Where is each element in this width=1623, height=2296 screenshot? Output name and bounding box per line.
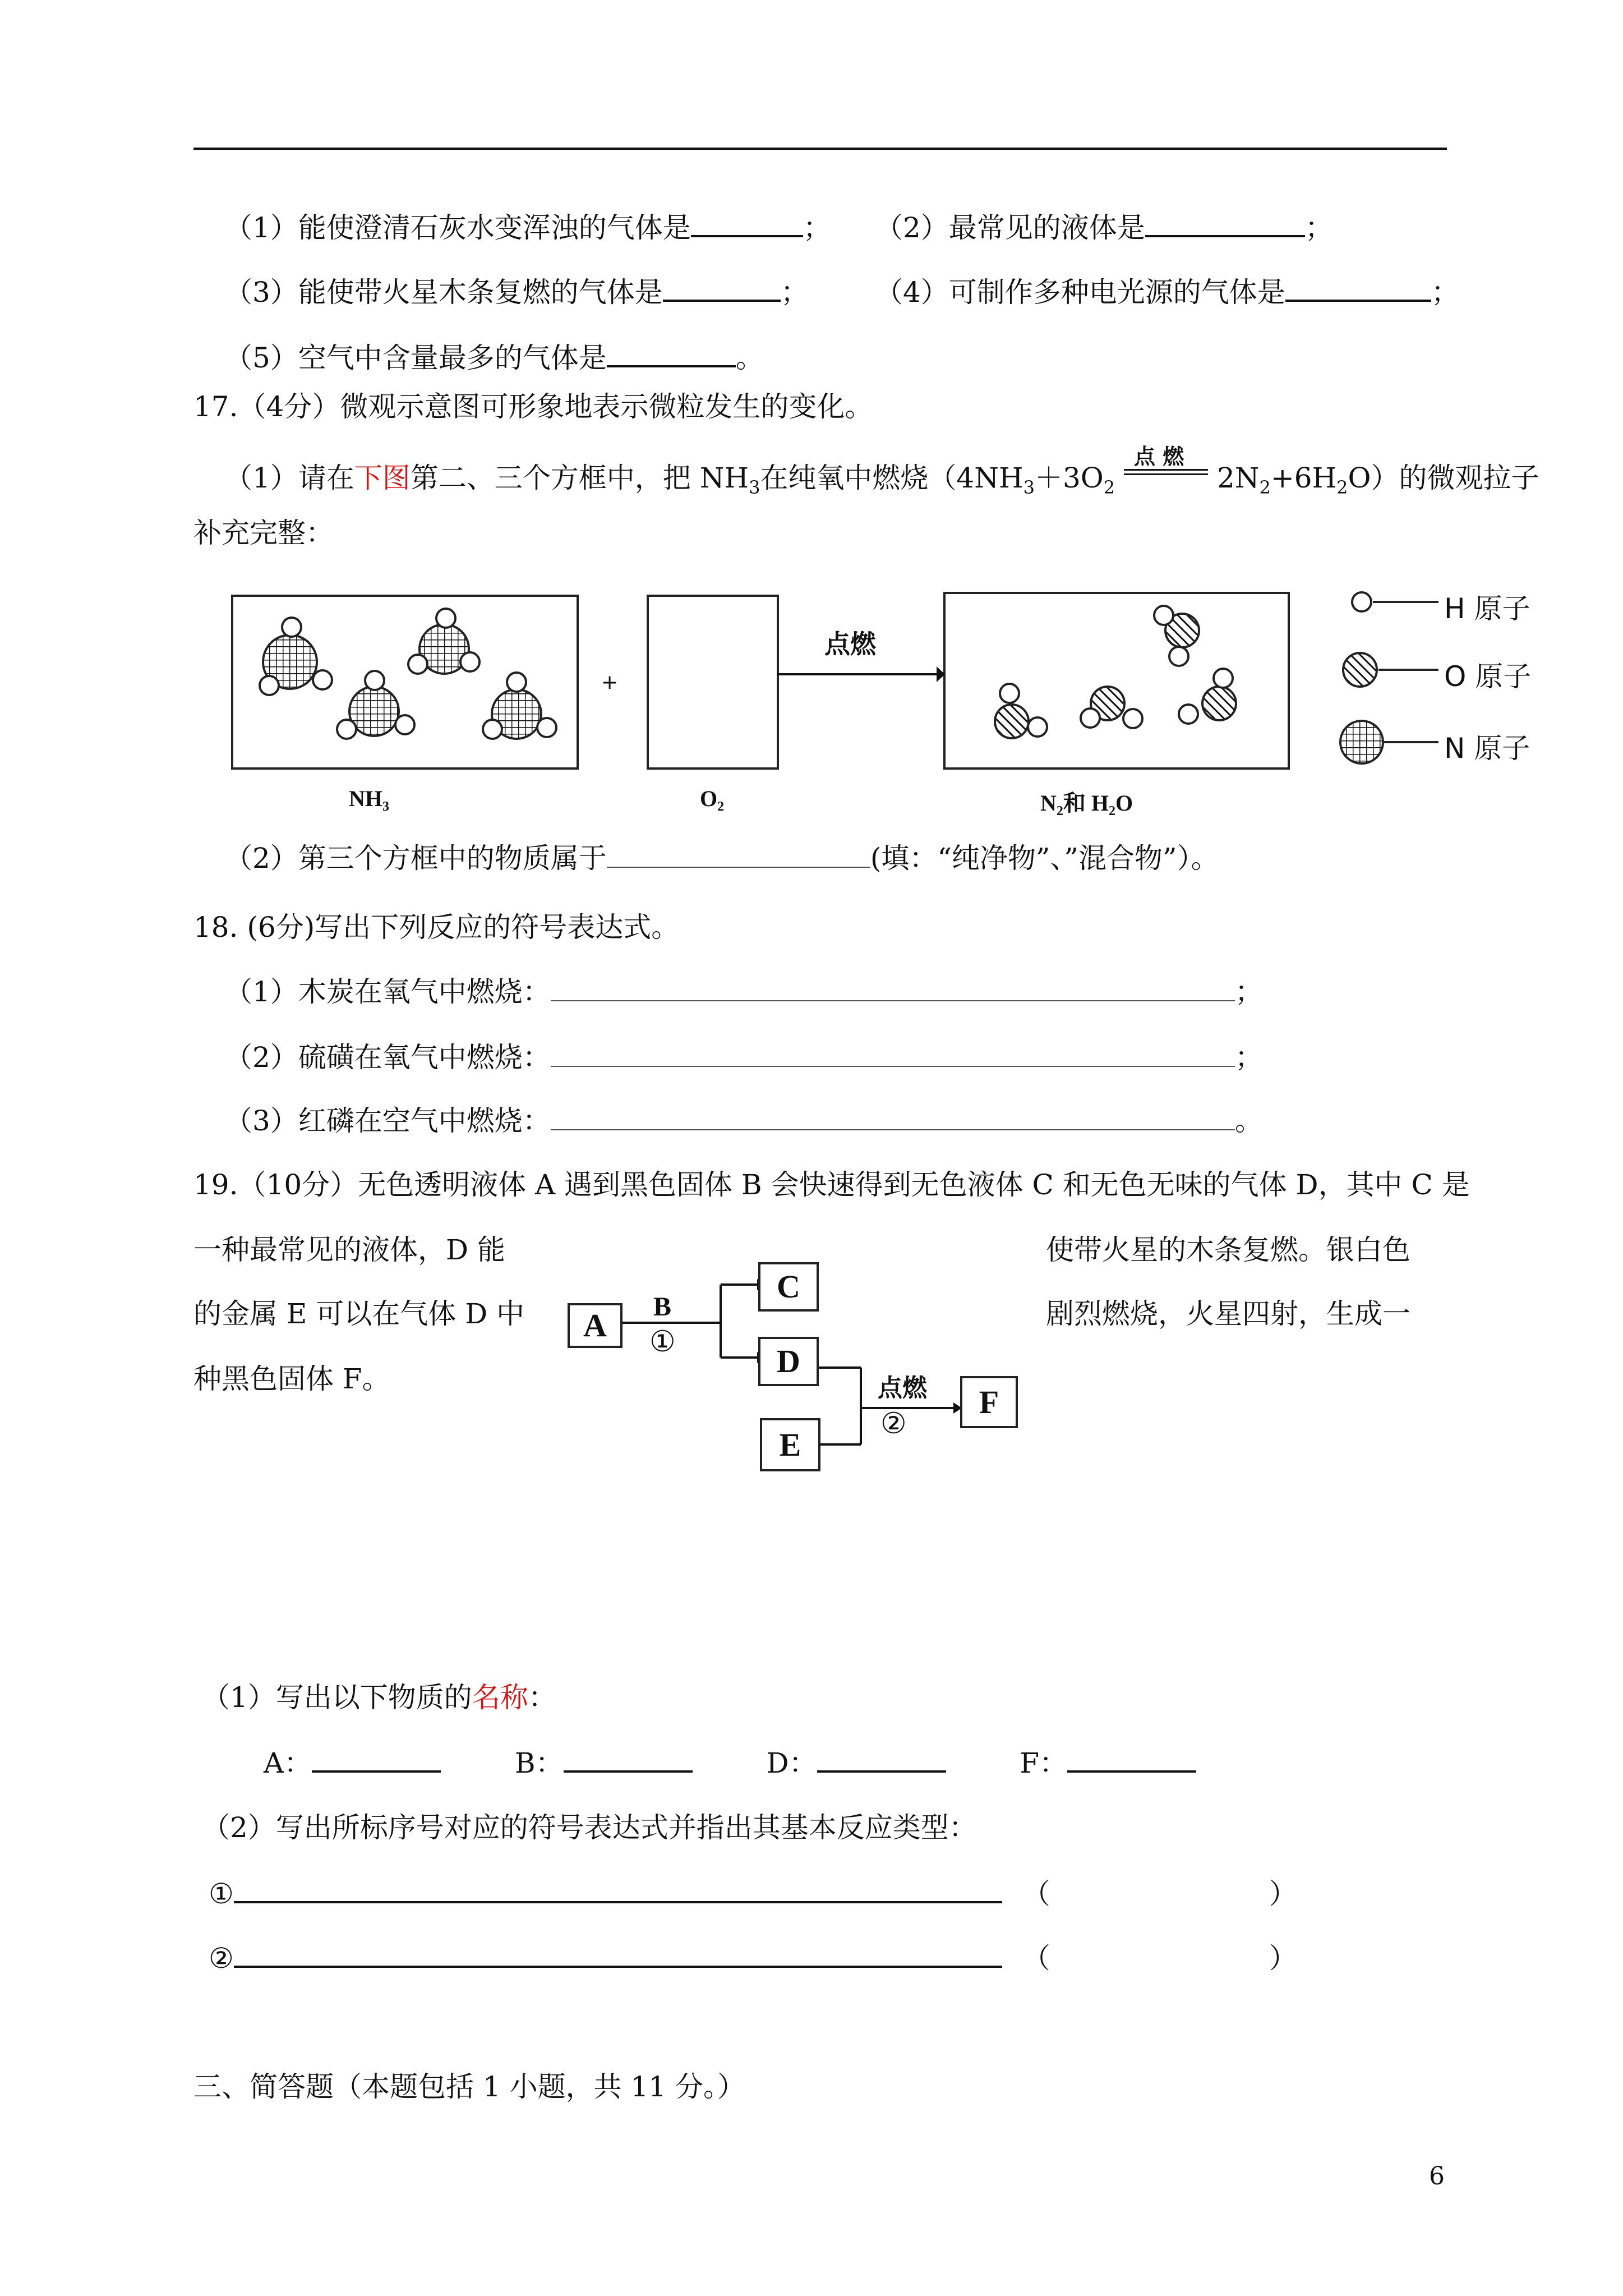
q19-line2-right: 使带火星的木条复燃。银白色	[1046, 1234, 1410, 1266]
q19-eq1: ① （ ）	[209, 1878, 1297, 1910]
q17-part1: （1）请在下图第二、三个方框中，把 $NH_3$在纯氧中燃烧（$4NH_3+3O_2$ 点 燃 $2N_2+6H_2O$）的微观拉子	[224, 444, 1539, 498]
q19-line1: 19.（10分）无色透明液体 A 遇到黑色固体 B 会快速得到无色液体 C 和无色无味的气体 D，其中 C 是	[193, 1168, 1470, 1201]
box3-label: N₂和 H₂O	[1040, 790, 1133, 816]
q19-line2-left: 一种最常见的液体，D 能	[193, 1234, 505, 1266]
q19-names: A： B： D： F：	[264, 1746, 1196, 1780]
answer-blank-d[interactable]	[817, 1746, 946, 1773]
q18-item3: （3）红磷在空气中燃烧： 。	[224, 1105, 1263, 1137]
flow-box-c: C	[758, 1262, 819, 1312]
section3-heading: 三、简答题（本题包括 1 小题，共 11 分。）	[193, 2070, 746, 2103]
q16-item1: （1）能使澄清石灰水变浑浊的气体是 ；	[224, 211, 831, 244]
q19-sub2: （2）写出所标序号对应的符号表达式并指出其基本反应类型：	[202, 1811, 977, 1844]
arrow-label: 点燃	[824, 629, 876, 659]
q19-line4-left: 种黑色固体 F。	[193, 1363, 390, 1395]
q18-title: 18. (6分)写出下列反应的符号表达式。	[193, 911, 680, 944]
flow-step1: ①	[649, 1325, 676, 1359]
answer-blank-a[interactable]	[312, 1746, 441, 1773]
plus-sign: +	[601, 671, 619, 694]
q19-sub1: （1）写出以下物质的名称：	[202, 1681, 556, 1714]
q16-item2: （2）最常见的液体是 ；	[875, 211, 1333, 244]
q17-title: 17.（4分）微观示意图可形象地表示微粒发生的变化。	[193, 390, 873, 423]
q19-line3-left: 的金属 E 可以在气体 D 中	[193, 1297, 525, 1330]
answer-blank-b[interactable]	[564, 1746, 693, 1773]
answer-blank-f[interactable]	[1067, 1746, 1196, 1773]
flow-box-e: E	[760, 1418, 820, 1471]
q19-line3-right: 剧烈燃烧，火星四射，生成一	[1046, 1297, 1410, 1330]
q18-item1: （1）木炭在氧气中燃烧： ；	[224, 976, 1263, 1008]
equation-blank-2[interactable]	[234, 1941, 1002, 1968]
q16-item3: （3）能使带火星木条复燃的气体是 ；	[224, 276, 809, 309]
reaction-condition: 点 燃	[1124, 461, 1208, 495]
flow-label-b: B	[653, 1292, 672, 1322]
flow-box-d: D	[758, 1337, 819, 1386]
q18-item2: （2）硫磺在氧气中燃烧： ；	[224, 1041, 1263, 1074]
page-number: 6	[1429, 2162, 1445, 2191]
q16-item4: （4）可制作多种电光源的气体是 ；	[875, 276, 1459, 309]
flow-step2: ②	[880, 1407, 907, 1441]
q17-part1-line2: 补充完整：	[193, 517, 334, 549]
q17-part2: （2）第三个方框中的物质属于 (填：“纯净物”、”混合物”）。	[224, 842, 1219, 875]
equation-blank-1[interactable]	[234, 1876, 1002, 1903]
legend-o: O 原子	[1444, 660, 1532, 693]
box2-label: O₂	[700, 786, 725, 811]
q16-item5: （5）空气中含量最多的气体是 。	[224, 342, 764, 374]
flow-ignite: 点燃	[878, 1374, 927, 1402]
flow-box-f: F	[960, 1376, 1018, 1428]
flow-box-a: A	[568, 1303, 623, 1348]
q19-eq2: ② （ ）	[209, 1942, 1297, 1975]
legend-h: H 原子	[1444, 592, 1530, 625]
box1-label: NH₃	[349, 786, 389, 811]
legend-n: N 原子	[1444, 732, 1530, 765]
